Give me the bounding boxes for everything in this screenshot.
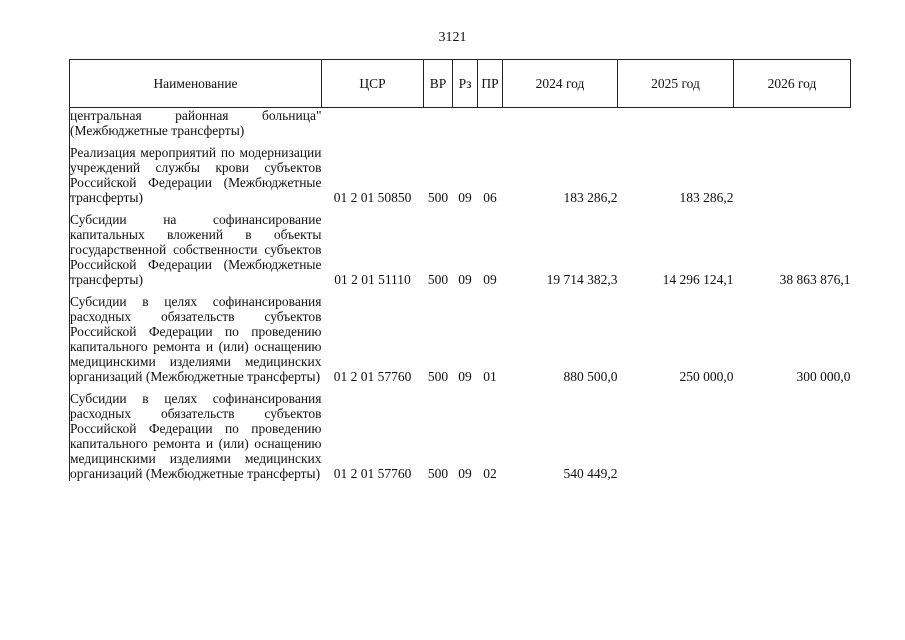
header-vr: ВР: [424, 60, 453, 108]
budget-table: [69, 59, 851, 481]
row-pr: 09: [483, 272, 497, 287]
row-2026: [734, 384, 851, 481]
row-name: центральная районная больница" (Межбюджетные трансферты): [70, 108, 322, 138]
row-rz: 09: [458, 272, 472, 287]
row-2026: [734, 138, 851, 205]
row-vr: 500: [427, 369, 449, 384]
row-2026: 38 863 876,1: [779, 272, 851, 287]
row-2024: 880 500,0: [563, 369, 618, 384]
row-2024: [503, 108, 618, 139]
row-csr: 01 2 01 57760: [333, 369, 412, 384]
table-row: [70, 287, 851, 384]
row-2025: [618, 384, 734, 481]
row-pr: 01: [483, 369, 497, 384]
row-csr: 01 2 01 51110: [334, 272, 411, 287]
row-2025: 14 296 124,1: [662, 272, 734, 287]
header-2026: 2026 год: [734, 60, 851, 108]
row-2025: 183 286,2: [679, 190, 734, 205]
header-2025: 2025 год: [618, 60, 734, 108]
header-csr: ЦСР: [322, 60, 424, 108]
row-vr: 500: [427, 466, 449, 481]
row-name: Реализация мероприятий по модернизации учреждений службы крови субъектов Российской Федерации (Межбюджетные трансферты): [70, 138, 322, 205]
row-csr: [322, 108, 424, 139]
row-rz: 09: [458, 466, 472, 481]
table-row: [70, 138, 851, 205]
row-rz: [453, 108, 478, 139]
row-name: Субсидии в целях софинансирования расходных обязательств субъектов Российской Федерации по проведению капитального ремонта и (или) оснащению медицинскими изделиями медицинских организаций (Межбюджетные трансферты): [70, 384, 322, 481]
row-2024: 183 286,2: [563, 190, 618, 205]
row-vr: 500: [427, 272, 449, 287]
row-2024: 540 449,2: [563, 466, 618, 481]
table-row: [70, 108, 851, 139]
row-2025: [618, 108, 734, 139]
table-row: [70, 205, 851, 287]
row-pr: [478, 108, 503, 139]
row-2026: 300 000,0: [796, 369, 851, 384]
page-number: 3121: [438, 30, 467, 45]
row-pr: 02: [483, 466, 497, 481]
table-row: [70, 384, 851, 481]
row-vr: [424, 108, 453, 139]
row-2024: 19 714 382,3: [546, 272, 618, 287]
row-2025: 250 000,0: [679, 369, 734, 384]
row-name: Субсидии на софинансирование капитальных вложений в объекты государственной собственности субъектов Российской Федерации (Межбюджетные трансферты): [70, 205, 322, 287]
header-rz: Рз: [453, 60, 478, 108]
header-2024: 2024 год: [503, 60, 618, 108]
table-header-row: [70, 60, 851, 108]
row-csr: 01 2 01 50850: [333, 190, 412, 205]
row-rz: 09: [458, 190, 472, 205]
row-vr: 500: [427, 190, 449, 205]
row-rz: 09: [458, 369, 472, 384]
row-csr: 01 2 01 57760: [333, 466, 412, 481]
row-name: Субсидии в целях софинансирования расходных обязательств субъектов Российской Федерации по проведению капитального ремонта и (или) оснащению медицинскими изделиями медицинских организаций (Межбюджетные трансферты): [70, 287, 322, 384]
row-2026: [734, 108, 851, 139]
header-pr: ПР: [478, 60, 503, 108]
row-pr: 06: [483, 190, 497, 205]
header-name: Наименование: [70, 60, 322, 108]
